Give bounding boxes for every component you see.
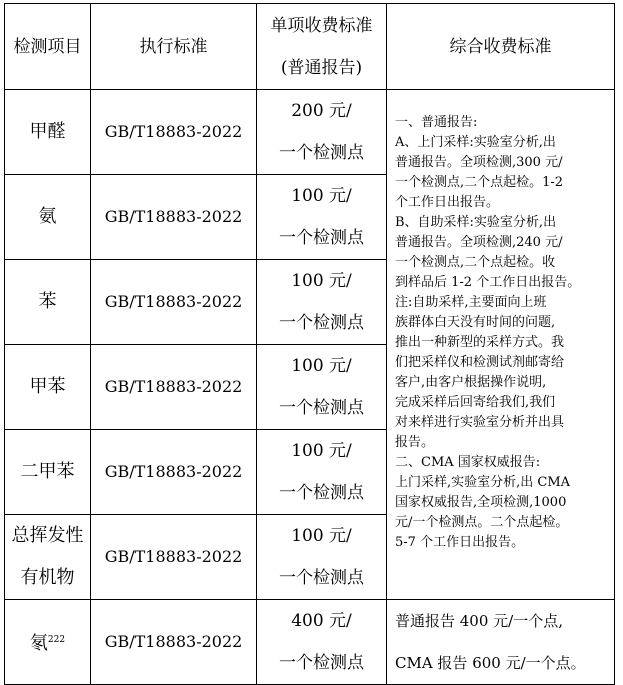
summary-line: 一个检测点,二个点起检。收 [395, 255, 556, 270]
fee-line2: 一个检测点 [279, 228, 364, 248]
fee-cell [257, 345, 387, 430]
summary-line: 报告。 [395, 435, 435, 450]
summary-line: 个工作日出报告。 [395, 195, 500, 210]
summary-line: 普通报告。全项检测,240 元/ [395, 235, 563, 250]
standard-cell: GB/T18883-2022 [91, 430, 257, 515]
fee-cell [257, 430, 387, 515]
item-radon-isotope: 222 [47, 635, 66, 645]
item-cell [5, 515, 91, 600]
fee-cell [257, 90, 387, 175]
fee-cell [257, 175, 387, 260]
standard-cell: GB/T18883-2022 [91, 600, 257, 685]
fee-cell [257, 600, 387, 685]
summary-line: 5-7 个工作日出报告。 [395, 535, 525, 550]
fee-line1: 100 元/ [291, 271, 352, 291]
fee-line1: 100 元/ [291, 526, 352, 546]
standard-cell: GB/T18883-2022 [91, 345, 257, 430]
standard-cell: GB/T18883-2022 [91, 175, 257, 260]
item-cell: 苯 [5, 260, 91, 345]
fee-line1: 100 元/ [291, 356, 352, 376]
item-cell: 氨 [5, 175, 91, 260]
header-item: 检测项目 [5, 4, 91, 90]
fee-cell [257, 260, 387, 345]
summary-line: A、上门采样:实验室分析,出 [395, 135, 556, 150]
item-cell: 二甲苯 [5, 430, 91, 515]
item-cell: 甲醛 [5, 90, 91, 175]
summary-line: 客户,由客户根据操作说明, [395, 375, 547, 390]
header-single-fee-line1: 单项收费标准 [270, 15, 373, 36]
item-line1: 总挥发性 [11, 525, 84, 546]
fee-line1: 400 元/ [291, 611, 352, 631]
item-cell: 甲苯 [5, 345, 91, 430]
header-combined-fee: 综合收费标准 [387, 4, 615, 90]
header-single-fee-line2: (普通报告) [280, 57, 363, 78]
summary-line: 国家权威报告,全项检测,1000 [395, 495, 567, 510]
summary-line: 一、普通报告: [395, 115, 478, 130]
fee-line2: 一个检测点 [279, 143, 364, 163]
summary-line: 对来样进行实验室分析并出具 [395, 415, 565, 430]
fee-line1: 100 元/ [291, 441, 352, 461]
combined-summary-cell [387, 90, 615, 600]
radon-combined-cell [387, 600, 615, 685]
fee-line1: 100 元/ [291, 186, 352, 206]
fee-line1: 200 元/ [291, 101, 352, 121]
summary-line: 们把采样仪和检测试剂邮寄给 [395, 355, 565, 370]
summary-line: 普通报告。全项检测,300 元/ [395, 155, 563, 170]
summary-line: 二、CMA 国家权威报告: [395, 455, 541, 470]
fee-line2: 一个检测点 [279, 483, 364, 503]
item-cell [5, 600, 91, 685]
fee-line2: 一个检测点 [279, 398, 364, 418]
radon-combined-line1: 普通报告 400 元/一个点, [395, 612, 563, 630]
summary-line: 推出一种新型的采样方式。我 [395, 335, 565, 350]
summary-line: 完成采样后回寄给我们,我们 [395, 395, 556, 410]
fee-table [4, 3, 615, 685]
fee-cell [257, 515, 387, 600]
standard-cell: GB/T18883-2022 [91, 260, 257, 345]
summary-line: 注:自助采样,主要面向上班 [395, 295, 547, 310]
header-single-fee [257, 4, 387, 90]
standard-cell: GB/T18883-2022 [91, 515, 257, 600]
header-standard: 执行标准 [91, 4, 257, 90]
summary-line: 到样品后 1-2 个工作日出报告。 [395, 275, 581, 290]
fee-line2: 一个检测点 [279, 568, 364, 588]
table-row [5, 90, 615, 175]
summary-line: B、自助采样:实验室分析,出 [395, 215, 557, 230]
fee-line2: 一个检测点 [279, 313, 364, 333]
summary-line: 上门采样,实验室分析,出 CMA [395, 475, 571, 490]
fee-line2: 一个检测点 [279, 653, 364, 673]
summary-line: 元/一个检测点。二个点起检。 [395, 515, 569, 530]
standard-cell: GB/T18883-2022 [91, 90, 257, 175]
summary-line: 一个检测点,二个点起检。1-2 [395, 175, 564, 190]
summary-line: 族群体白天没有时间的问题, [395, 315, 556, 330]
radon-combined-line2: CMA 报告 600 元/一个点。 [395, 654, 586, 672]
item-line2: 有机物 [20, 567, 75, 588]
item-radon: 氡 [29, 633, 48, 654]
table-row-radon [5, 600, 615, 685]
header-row [5, 4, 615, 90]
